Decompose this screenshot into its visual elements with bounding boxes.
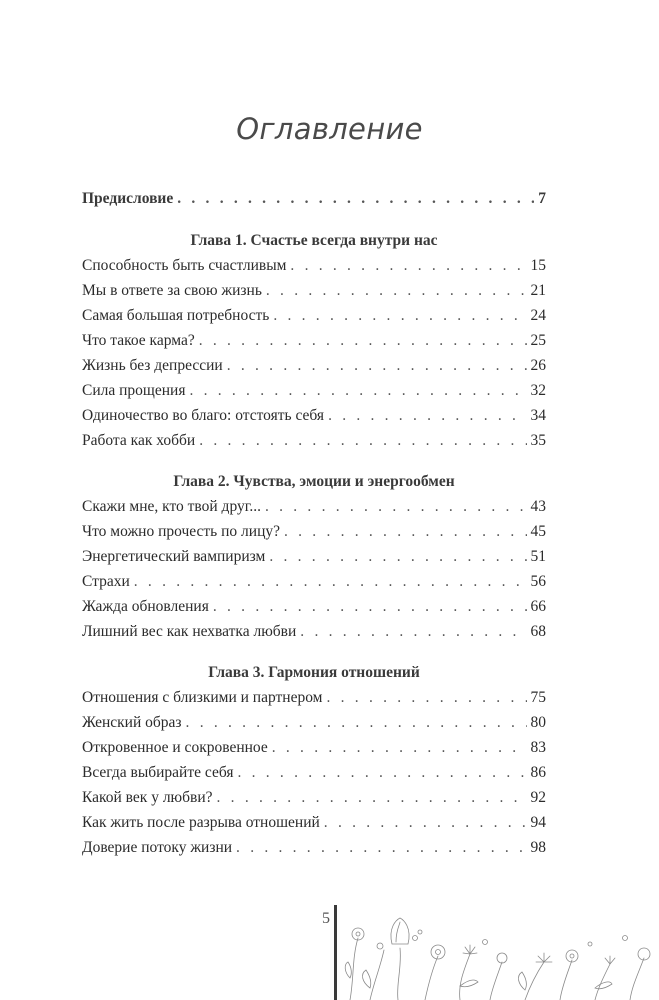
toc-entry[interactable] — [82, 303, 546, 328]
dot-leader — [236, 835, 526, 860]
toc-entry[interactable] — [82, 378, 546, 403]
toc-entry-page: 86 — [530, 764, 546, 781]
toc-entry-page: 15 — [530, 257, 546, 274]
footer-divider — [334, 905, 337, 1000]
toc-entry-page: 80 — [530, 714, 546, 731]
dot-leader — [327, 685, 527, 710]
toc-entry[interactable] — [82, 685, 546, 710]
dot-leader — [199, 328, 527, 353]
dot-leader — [217, 785, 527, 810]
toc-entry-page: 92 — [530, 789, 546, 806]
toc-entry[interactable] — [82, 353, 546, 378]
toc-entry-label: Одиночество во благо: отстоять себя — [82, 407, 325, 424]
toc-entry[interactable] — [82, 619, 546, 644]
toc-entry-label: Энергетический вампиризм — [82, 548, 266, 565]
toc-entry-page: 35 — [530, 432, 546, 449]
toc-entry-label: Мы в ответе за свою жизнь — [82, 282, 262, 299]
toc-entry-label: Жизнь без депрессии — [82, 357, 223, 374]
toc-entry-page: 51 — [530, 548, 546, 565]
dot-leader — [272, 735, 527, 760]
toc-entry-label: Что такое карма? — [82, 332, 195, 349]
toc-entry-label: Работа как хобби — [82, 432, 196, 449]
dot-leader — [199, 428, 526, 453]
dot-leader — [213, 594, 527, 619]
toc-entry[interactable] — [82, 835, 546, 860]
dot-leader — [290, 253, 526, 278]
dot-leader — [284, 519, 527, 544]
toc-entry[interactable] — [82, 278, 546, 303]
toc-entry[interactable] — [82, 519, 546, 544]
toc-entry[interactable] — [82, 785, 546, 810]
dot-leader — [273, 303, 526, 328]
dot-leader — [237, 760, 526, 785]
chapter-heading: Глава 1. Счастье всегда внутри нас — [190, 232, 438, 249]
toc-entry[interactable] — [82, 810, 546, 835]
toc-entry-page: 68 — [530, 623, 546, 640]
toc-entry[interactable] — [82, 594, 546, 619]
toc-entry-label: Откровенное и сокровенное — [82, 739, 268, 756]
toc-entry-page: 24 — [530, 307, 546, 324]
toc-entry-label: Жажда обновления — [82, 598, 209, 615]
toc-entry-label: Всегда выбирайте себя — [82, 764, 234, 781]
chapter-heading: Глава 3. Гармония отношений — [208, 664, 420, 681]
dot-leader — [300, 619, 526, 644]
toc-entry[interactable] — [82, 569, 546, 594]
toc-entry-label: Отношения с близкими и партнером — [82, 689, 323, 706]
toc-entry-page: 66 — [530, 598, 546, 615]
toc-entry-label: Доверие потоку жизни — [82, 839, 233, 856]
toc-entry-label: Какой век у любви? — [82, 789, 213, 806]
toc-entry-page: 32 — [530, 382, 546, 399]
table-of-contents — [82, 186, 546, 860]
dot-leader — [266, 278, 527, 303]
page-title: Оглавление — [236, 112, 423, 147]
toc-entry-label: Что можно прочесть по лицу? — [82, 523, 280, 540]
toc-entry-page: 34 — [530, 407, 546, 424]
toc-entry-preface[interactable] — [82, 186, 546, 211]
toc-entry[interactable] — [82, 710, 546, 735]
toc-entry-page: 45 — [530, 523, 546, 540]
dot-leader — [134, 569, 527, 594]
toc-entry-page: 83 — [530, 739, 546, 756]
toc-entry-label: Женский образ — [82, 714, 182, 731]
toc-entry-page: 25 — [530, 332, 546, 349]
toc-entry-label: Как жить после разрыва отношений — [82, 814, 320, 831]
toc-entry[interactable] — [82, 428, 546, 453]
toc-entry[interactable] — [82, 544, 546, 569]
dot-leader — [328, 403, 526, 428]
toc-entry-page: 56 — [530, 573, 546, 590]
floral-sketch-icon — [340, 898, 659, 1000]
toc-entry-label: Предисловие — [82, 190, 174, 207]
dot-leader — [189, 378, 526, 403]
toc-entry-label: Сила прощения — [82, 382, 186, 399]
dot-leader — [186, 710, 527, 735]
toc-entry-page: 26 — [530, 357, 546, 374]
toc-entry[interactable] — [82, 253, 546, 278]
toc-entry-label: Способность быть счастливым — [82, 257, 287, 274]
toc-entry-page: 7 — [538, 190, 546, 207]
toc-entry-label: Страхи — [82, 573, 130, 590]
toc-entry-page: 43 — [530, 498, 546, 515]
toc-entry[interactable] — [82, 403, 546, 428]
dot-leader — [265, 494, 527, 519]
toc-entry[interactable] — [82, 328, 546, 353]
toc-entry-page: 21 — [530, 282, 546, 299]
toc-entry-page: 75 — [530, 689, 546, 706]
chapter-heading: Глава 2. Чувства, эмоции и энергообмен — [173, 473, 455, 490]
toc-entry-label: Лишний вес как нехватка любви — [82, 623, 297, 640]
toc-entry-label: Самая большая потребность — [82, 307, 270, 324]
dot-leader — [227, 353, 527, 378]
toc-entry[interactable] — [82, 760, 546, 785]
toc-entry[interactable] — [82, 494, 546, 519]
toc-entry-page: 98 — [530, 839, 546, 856]
page-number: 5 — [322, 910, 330, 927]
toc-entry-label: Скажи мне, кто твой друг... — [82, 498, 261, 515]
dot-leader — [324, 810, 527, 835]
toc-entry-page: 94 — [530, 814, 546, 831]
dot-leader — [269, 544, 526, 569]
dot-leader — [177, 186, 534, 211]
toc-entry[interactable] — [82, 735, 546, 760]
